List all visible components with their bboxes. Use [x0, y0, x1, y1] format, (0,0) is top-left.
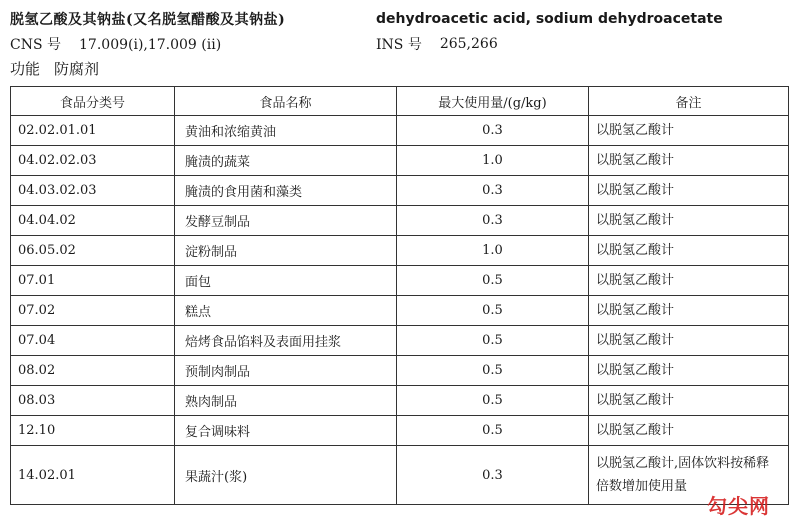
- cell-code: 04.03.02.03: [11, 176, 175, 206]
- cell-note: 以脱氢乙酸计: [589, 356, 789, 386]
- cell-name: 糕点: [175, 296, 397, 326]
- cell-name: 腌渍的蔬菜: [175, 146, 397, 176]
- table-row: [11, 116, 789, 146]
- cell-max: 0.5: [397, 326, 589, 356]
- header-food-name: 食品名称: [175, 87, 397, 116]
- cell-max: 1.0: [397, 146, 589, 176]
- cell-note: 以脱氢乙酸计: [589, 146, 789, 176]
- site-watermark: 勾尖网: [707, 494, 770, 518]
- ins-label: INS 号: [376, 36, 422, 53]
- cell-code: 06.05.02: [11, 236, 175, 266]
- cell-max: 0.5: [397, 266, 589, 296]
- table-row: [11, 236, 789, 266]
- table-row: [11, 326, 789, 356]
- table-header-row: [11, 87, 789, 116]
- cell-code: 04.04.02: [11, 206, 175, 236]
- function-value: 防腐剂: [54, 60, 100, 78]
- code-row: [10, 31, 790, 56]
- cell-note: 以脱氢乙酸计: [589, 416, 789, 446]
- cell-note: 以脱氢乙酸计: [589, 266, 789, 296]
- usage-table: [10, 86, 789, 505]
- cell-code: 04.02.02.03: [11, 146, 175, 176]
- function-label: 功能: [10, 60, 41, 78]
- cell-name: 黄油和浓缩黄油: [175, 116, 397, 146]
- table-row: [11, 446, 789, 505]
- cell-name: 复合调味料: [175, 416, 397, 446]
- cell-code: 02.02.01.01: [11, 116, 175, 146]
- cell-note: 以脱氢乙酸计: [589, 296, 789, 326]
- ins-value: 265,266: [439, 35, 498, 52]
- cell-note: 以脱氢乙酸计: [589, 236, 789, 266]
- cell-code: 07.04: [11, 326, 175, 356]
- function-row: [10, 56, 790, 81]
- cell-note: 以脱氢乙酸计: [589, 326, 789, 356]
- cell-code: 12.10: [11, 416, 175, 446]
- header-remarks: 备注: [589, 87, 789, 116]
- cell-name: 淀粉制品: [175, 236, 397, 266]
- cell-name: 发酵豆制品: [175, 206, 397, 236]
- cell-note: 以脱氢乙酸计: [589, 386, 789, 416]
- cell-max: 1.0: [397, 236, 589, 266]
- title-english: dehydroacetic acid, sodium dehydroacetate: [376, 10, 723, 27]
- cell-max: 0.3: [397, 176, 589, 206]
- cell-name: 面包: [175, 266, 397, 296]
- cell-note: 以脱氢乙酸计: [589, 176, 789, 206]
- cell-note: 以脱氢乙酸计: [589, 116, 789, 146]
- cell-name: 熟肉制品: [175, 386, 397, 416]
- table-row: [11, 146, 789, 176]
- cell-code: 07.02: [11, 296, 175, 326]
- cell-code: 07.01: [11, 266, 175, 296]
- cell-max: 0.3: [397, 206, 589, 236]
- cell-name: 果蔬汁(浆): [175, 446, 397, 505]
- cell-name: 腌渍的食用菌和藻类: [175, 176, 397, 206]
- cell-code: 14.02.01: [11, 446, 175, 505]
- header-max-usage: 最大使用量/(g/kg): [397, 87, 589, 116]
- cell-note: 以脱氢乙酸计: [589, 206, 789, 236]
- table-row: [11, 176, 789, 206]
- cell-max: 0.5: [397, 386, 589, 416]
- title-row: [10, 6, 790, 31]
- cns-value: 17.009(i),17.009 (ii): [79, 36, 222, 53]
- cell-code: 08.03: [11, 386, 175, 416]
- cell-max: 0.5: [397, 356, 589, 386]
- cns-label: CNS 号: [10, 36, 62, 53]
- cell-name: 焙烤食品馅料及表面用挂浆: [175, 326, 397, 356]
- cell-max: 0.3: [397, 116, 589, 146]
- table-row: [11, 296, 789, 326]
- cell-name: 预制肉制品: [175, 356, 397, 386]
- table-row: [11, 266, 789, 296]
- table-row: [11, 206, 789, 236]
- cell-code: 08.02: [11, 356, 175, 386]
- header-food-category-code: 食品分类号: [11, 87, 175, 116]
- cell-max: 0.3: [397, 446, 589, 505]
- document-header: [10, 6, 790, 81]
- table-row: [11, 356, 789, 386]
- table-row: [11, 416, 789, 446]
- cell-note: 以脱氢乙酸计,固体饮料按稀释倍数增加使用量: [589, 446, 789, 505]
- cell-max: 0.5: [397, 416, 589, 446]
- cell-max: 0.5: [397, 296, 589, 326]
- table-row: [11, 386, 789, 416]
- title-chinese: 脱氢乙酸及其钠盐(又名脱氢醋酸及其钠盐): [10, 11, 286, 28]
